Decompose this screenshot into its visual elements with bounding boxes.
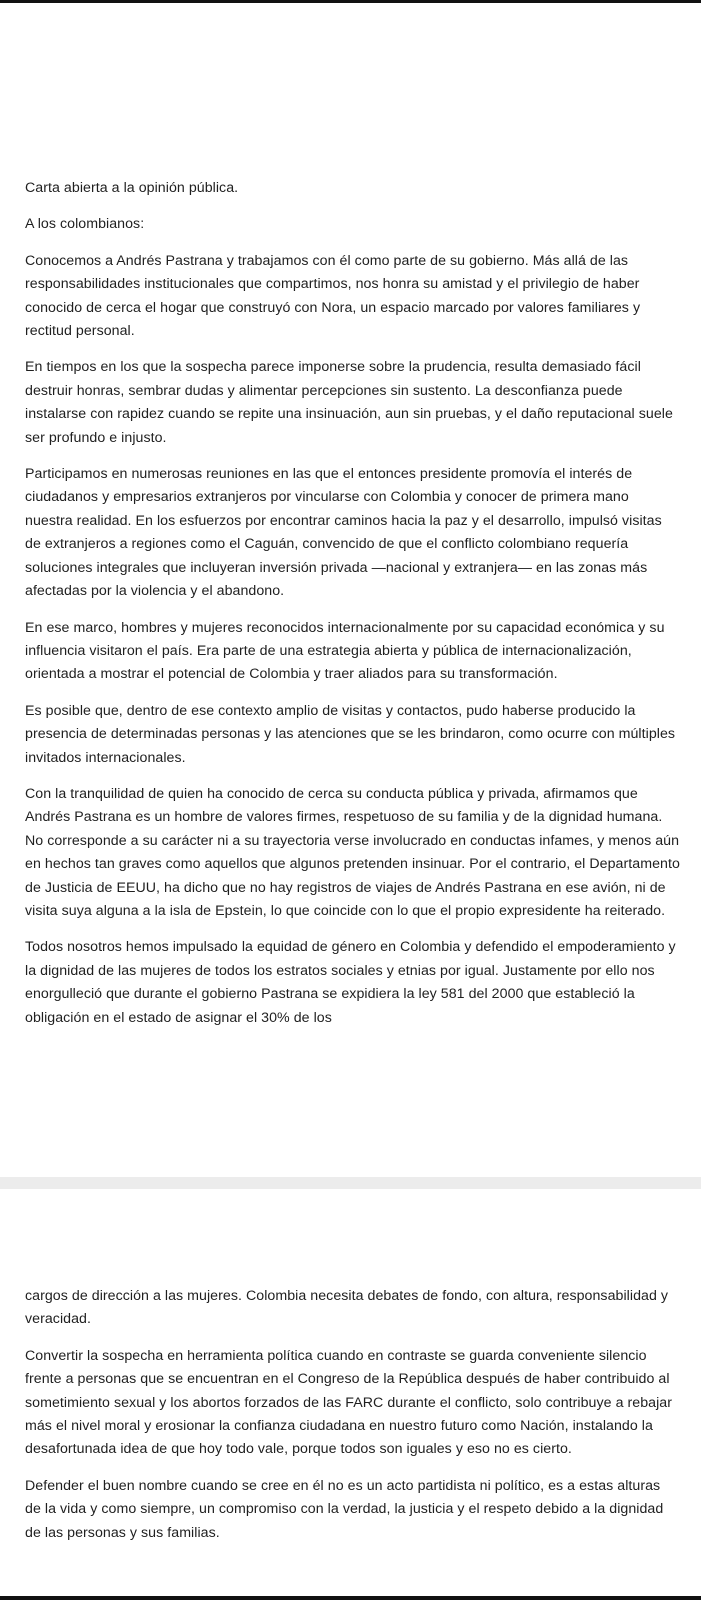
- paragraph: Todos nosotros hemos impulsado la equidad de género en Colombia y defendido el empoderamiento y la dignidad de las mujeres de todos los estratos sociales y etnias por igual. Justamente por ello nos enorgulleció que durante el gobierno Pastrana se expidiera la ley 581 del 2000 que estableció la obligación en el estado de asignar el 30% de los: [25, 939, 676, 1026]
- page-1-text: [25, 177, 680, 1043]
- document-page-1: [0, 3, 701, 1177]
- paragraph: En tiempos en los que la sospecha parece imponerse sobre la prudencia, resulta demasiado fácil destruir honras, sembrar dudas y alimentar percepciones sin sustento. La desconfianza puede instalarse con rapidez cuando se repite una insinuación, aun sin pruebas, y el daño reputacional suele ser profundo e injusto.: [25, 359, 673, 446]
- paragraph: Con la tranquilidad de quien ha conocido de cerca su conducta pública y privada, afirmamos que Andrés Pastrana es un hombre de valores firmes, respetuoso de su familia y de la dignidad humana. No corresponde a su carácter ni a su trayectoria verse involucrado en conductas infames, y menos aún en hechos tan graves como aquellos que algunos pretenden insinuar. Por el contrario, el Departamento de Justicia de EEUU, ha dicho que no hay registros de viajes de Andrés Pastrana en ese avión, ni de visita suya alguna a la isla de Epstein, lo que coincide con lo que el propio expresidente ha reiterado.: [25, 785, 680, 919]
- page-2-text: [25, 1285, 680, 1558]
- paragraph: En ese marco, hombres y mujeres reconocidos internacionalmente por su capacidad económica y su influencia visitaron el país. Era parte de una estrategia abierta y pública de internacionalización, orientada a mostrar el potencial de Colombia y traer aliados para su transformación.: [25, 619, 665, 683]
- paragraph: Defender el buen nombre cuando se cree en él no es un acto partidista ni político, es a estas alturas de la vida y como siempre, un compromiso con la verdad, la justicia y el respeto debido a la dignidad de las personas y sus familias.: [25, 1477, 664, 1541]
- letter-heading: Carta abierta a la opinión pública.: [25, 180, 239, 196]
- paragraph: cargos de dirección a las mujeres. Colombia necesita debates de fondo, con altura, responsabilidad y veracidad.: [25, 1288, 669, 1328]
- page-separator: [0, 1177, 701, 1189]
- paragraph: Convertir la sospecha en herramienta política cuando en contraste se guarda conveniente silencio frente a personas que se encuentran en el Congreso de la República después de haber contribuido al sometimiento sexual y los abortos forzados de las FARC durante el conflicto, solo contribuye a rebajar más el nivel moral y erosionar la confianza ciudadana en nuestro futuro como Nación, instalando la desafortunada idea de que hoy todo vale, porque todos son iguales y eso no es cierto.: [25, 1347, 673, 1458]
- letter-salutation: A los colombianos:: [25, 216, 145, 233]
- bottom-border: [0, 1596, 701, 1600]
- paragraph: Es posible que, dentro de ese contexto amplio de visitas y contactos, pudo haberse producido la presencia de determinadas personas y las atenciones que se les brindaron, como ocurre con múltiples invitados internacionales.: [25, 702, 676, 766]
- document-page-2: [0, 1189, 701, 1596]
- paragraph: Conocemos a Andrés Pastrana y trabajamos con él como parte de su gobierno. Más allá de las responsabilidades institucionales que compartimos, nos honra su amistad y el privilegio de haber conocido de cerca el hogar que construyó con Nora, un espacio marcado por valores familiares y rectitud personal.: [25, 252, 641, 340]
- paragraph: Participamos en numerosas reuniones en las que el entonces presidente promovía el interés de ciudadanos y empresarios extranjeros por vincularse con Colombia y conocer de primera mano nuestra realidad. En los esfuerzos por encontrar caminos hacia la paz y el desarrollo, impulsó visitas de extranjeros a regiones como el Caguán, convencido de que el conflicto colombiano requería soluciones integrales que incluyeran inversión privada —nacional y extranjera— en las zonas más afectadas por la violencia y el abandono.: [25, 466, 662, 600]
